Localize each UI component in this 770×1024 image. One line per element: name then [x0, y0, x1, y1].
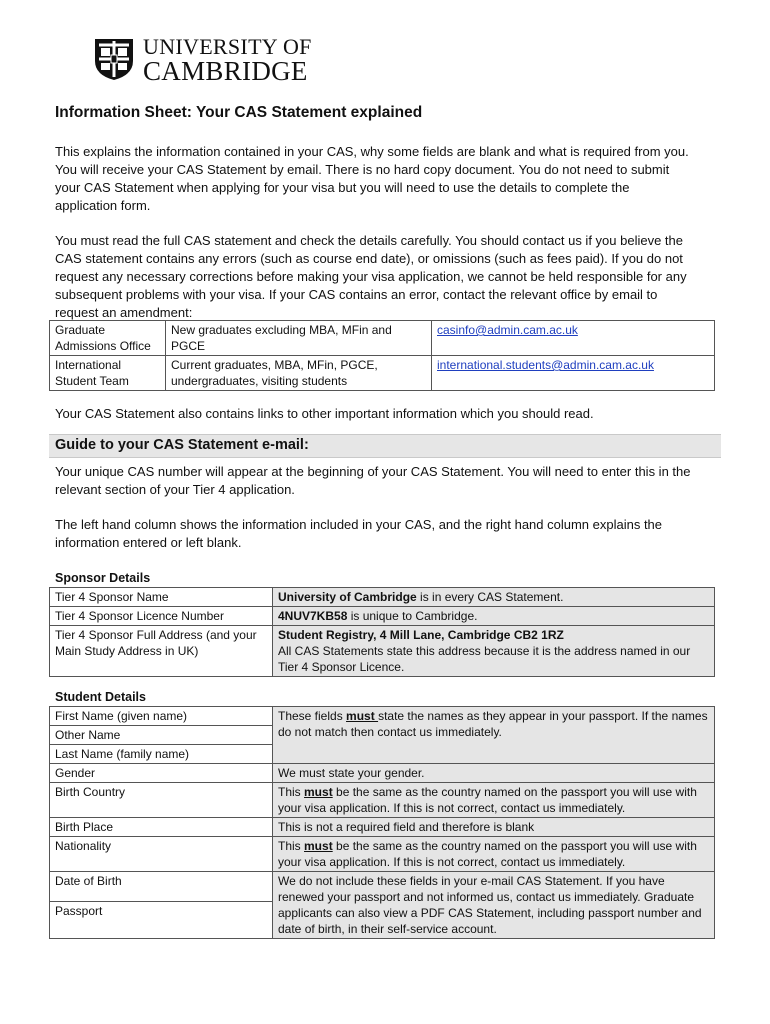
table-row [50, 607, 715, 626]
field-label: Tier 4 Sponsor Full Address (and your Main Study Address in UK) [50, 626, 273, 677]
table-row [50, 818, 715, 837]
field-note: University of Cambridge is in every CAS Statement. [273, 588, 715, 607]
field-note: These fields must state the names as they appear in your passport. If the names do not match then contact us immediately. [273, 707, 715, 764]
office-name: International Student Team [50, 356, 166, 391]
table-row [50, 707, 715, 726]
table-row [50, 321, 715, 356]
table-row [50, 764, 715, 783]
office-scope: Current graduates, MBA, MFin, PGCE, undergraduates, visiting students [166, 356, 432, 391]
field-label: Tier 4 Sponsor Name [50, 588, 273, 607]
field-label: First Name (given name) [50, 707, 273, 726]
logo-text-line2: CAMBRIDGE [143, 56, 308, 86]
field-note: This must be the same as the country named on the passport you will use with your visa application. If this is not correct, contact us immediately. [273, 837, 715, 872]
email-link[interactable]: international.students@admin.cam.ac.uk [432, 356, 715, 391]
table-row [50, 783, 715, 818]
table-row [50, 356, 715, 391]
table-row [50, 588, 715, 607]
read-full-paragraph: You must read the full CAS statement and check the details carefully. You should contact us if you believe the CAS statement contains any errors (such as course end date), or omissions (such as fees paid). If you do not request any necessary corrections before making your visa application, we cannot be held responsible for any subsequent problems with your visa. If your CAS contains an error, contact the relevant office by email to request an amendment: [55, 233, 687, 320]
field-label: Date of Birth [50, 872, 273, 902]
page-title: Information Sheet: Your CAS Statement explained [55, 104, 423, 121]
guide-heading: Guide to your CAS Statement e-mail: [55, 437, 309, 453]
student-heading: Student Details [55, 690, 146, 704]
field-label: Other Name [50, 726, 273, 745]
field-label: Tier 4 Sponsor Licence Number [50, 607, 273, 626]
table-row [50, 872, 715, 902]
table-row [50, 626, 715, 677]
field-label: Nationality [50, 837, 273, 872]
guide-heading-bar [49, 434, 721, 458]
sponsor-table [49, 587, 715, 677]
office-scope: New graduates excluding MBA, MFin and PGCE [166, 321, 432, 356]
field-label: Passport [50, 902, 273, 939]
field-label: Last Name (family name) [50, 745, 273, 764]
contacts-table [49, 320, 715, 391]
unique-cas-paragraph: Your unique CAS number will appear at the beginning of your CAS Statement. You will need to enter this in the relevant section of your Tier 4 application. [55, 464, 691, 497]
columns-note-paragraph: The left hand column shows the information included in your CAS, and the right hand column explains the information entered or left blank. [55, 517, 663, 550]
field-note: We do not include these fields in your e-mail CAS Statement. If you have renewed your passport and not informed us, contact us immediately. Graduate applicants can also view a PDF CAS Statement, including passport number and date of birth, in their self-service account. [273, 872, 715, 939]
table-row [50, 837, 715, 872]
field-note: This is not a required field and therefore is blank [273, 818, 715, 837]
university-logo [93, 34, 333, 84]
field-note: This must be the same as the country named on the passport you will use with your visa application. If this is not correct, contact us immediately. [273, 783, 715, 818]
sponsor-heading: Sponsor Details [55, 571, 151, 585]
email-link[interactable]: casinfo@admin.cam.ac.uk [432, 321, 715, 356]
field-label: Birth Country [50, 783, 273, 818]
links-note: Your CAS Statement also contains links to other important information which you should read. [55, 406, 594, 421]
intro-paragraph: This explains the information contained in your CAS, why some fields are blank and what is required from you. You will receive your CAS Statement by email. There is no hard copy document. You do not need to submit your CAS Statement when applying for your visa but you will need to use the details to complete the application form. [55, 144, 689, 213]
field-label: Birth Place [50, 818, 273, 837]
field-note: We must state your gender. [273, 764, 715, 783]
cambridge-crest-icon [93, 37, 135, 81]
logo-text-line1: UNIVERSITY OF [143, 34, 312, 59]
field-label: Gender [50, 764, 273, 783]
student-table [49, 706, 715, 939]
field-note: 4NUV7KB58 is unique to Cambridge. [273, 607, 715, 626]
field-note: Student Registry, 4 Mill Lane, Cambridge CB2 1RZ All CAS Statements state this address because it is the address named in our Tier 4 Sponsor Licence. [273, 626, 715, 677]
office-name: Graduate Admissions Office [50, 321, 166, 356]
